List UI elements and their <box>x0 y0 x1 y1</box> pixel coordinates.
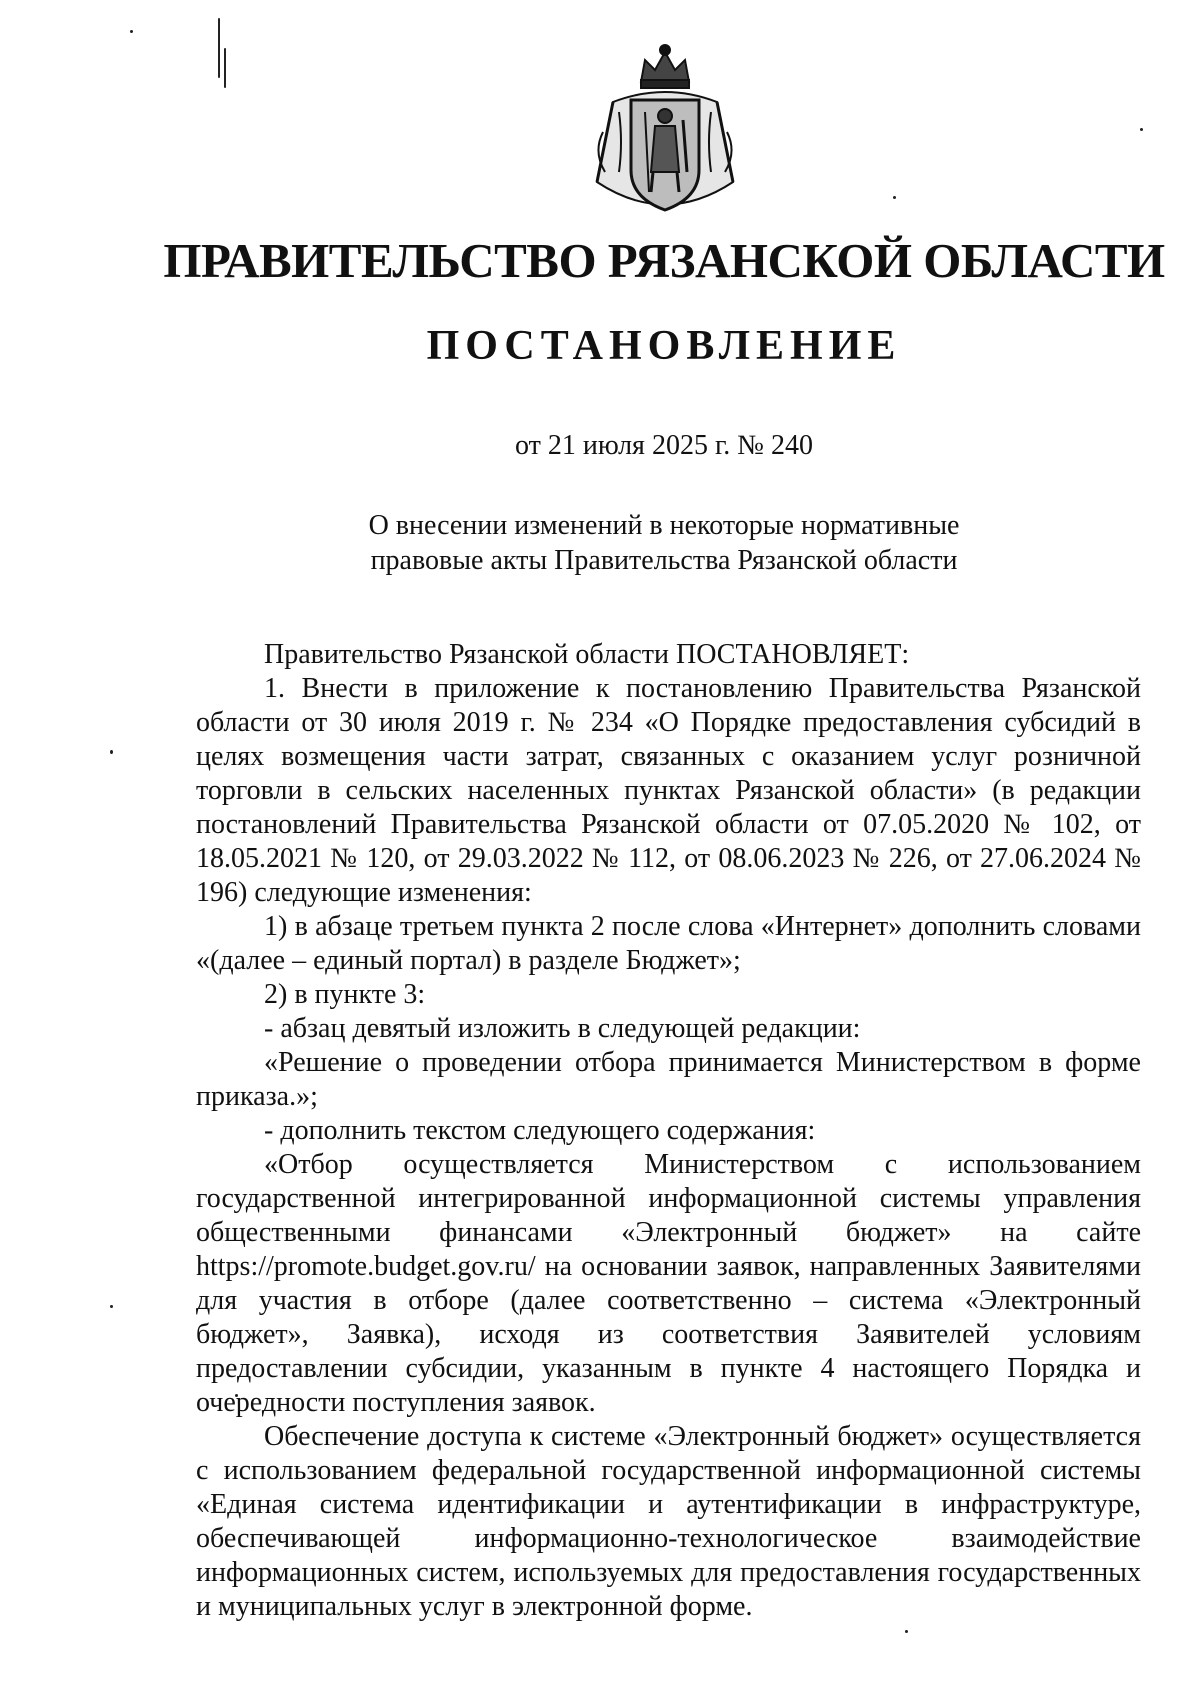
scan-mark <box>218 18 220 78</box>
scan-speck <box>110 1305 113 1308</box>
scan-speck <box>1140 128 1143 131</box>
scan-speck <box>110 750 113 754</box>
subject-line: О внесении изменений в некоторые нормативные <box>368 510 960 541</box>
document-date-number: от 21 июля 2025 г. № 240 <box>515 430 813 461</box>
body-paragraph: - дополнить текстом следующего содержания: <box>264 1115 816 1146</box>
body-paragraph: Обеспечение доступа к системе «Электронный бюджет» осуществляется с использованием федеральной государственной информационной системы «Единая система идентификации и аутентификации в инфраструктуре, обеспечивающей информационно-технологическое взаимодействие информационных систем, используемых для предоставления государственных и муниципальных услуг в электронной форме. <box>196 1421 1141 1622</box>
document-type: ПОСТАНОВЛЕНИЕ <box>426 323 902 369</box>
body-paragraph: «Отбор осуществляется Министерством с использованием государственной интегрированной информационной системы управления общественными финансами «Электронный бюджет» на сайте https://promote.budget.gov.ru/ на основании заявок, направленных Заявителями для участия в отборе (далее соответственно – система «Электронный бюджет», Заявка), исходя из соответствия Заявителей условиям предоставлении субсидии, указанным в пункте 4 настоящего Порядка и очередности поступления заявок. <box>196 1149 1141 1418</box>
body-paragraph: 1) в абзаце третьем пункта 2 после слова «Интернет» дополнить словами «(далее – единый портал) в разделе Бюджет»; <box>196 911 1141 976</box>
ryazan-coat-of-arms-icon <box>583 42 747 224</box>
body-paragraph: «Решение о проведении отбора принимается Министерством в форме приказа.»; <box>196 1047 1141 1112</box>
scan-speck <box>130 30 133 33</box>
document-body <box>196 638 1141 1624</box>
body-paragraph: 1. Внести в приложение к постановлению Правительства Рязанской области от 30 июля 2019 г. № 234 «О Порядке предоставления субсидий в целях возмещения части затрат, связанных с оказанием услуг розничной торговли в сельских населенных пунктах Рязанской области» (в редакции постановлений Правительства Рязанской области от 07.05.2020 № 102, от 18.05.2021 № 120, от 29.03.2022 № 112, от 08.06.2023 № 226, от 27.06.2024 № 196) следующие изменения: <box>196 673 1141 908</box>
scan-speck <box>905 1630 908 1633</box>
body-paragraph: - абзац девятый изложить в следующей редакции: <box>264 1013 861 1044</box>
government-name: ПРАВИТЕЛЬСТВО РЯЗАНСКОЙ ОБЛАСТИ <box>163 233 1165 288</box>
scan-speck <box>893 196 896 199</box>
scan-mark <box>224 48 226 88</box>
body-paragraph: 2) в пункте 3: <box>264 979 426 1010</box>
body-paragraph: Правительство Рязанской области ПОСТАНОВЛЯЕТ: <box>264 639 910 670</box>
subject-line: правовые акты Правительства Рязанской области <box>370 545 958 576</box>
document-subject <box>0 508 1200 578</box>
